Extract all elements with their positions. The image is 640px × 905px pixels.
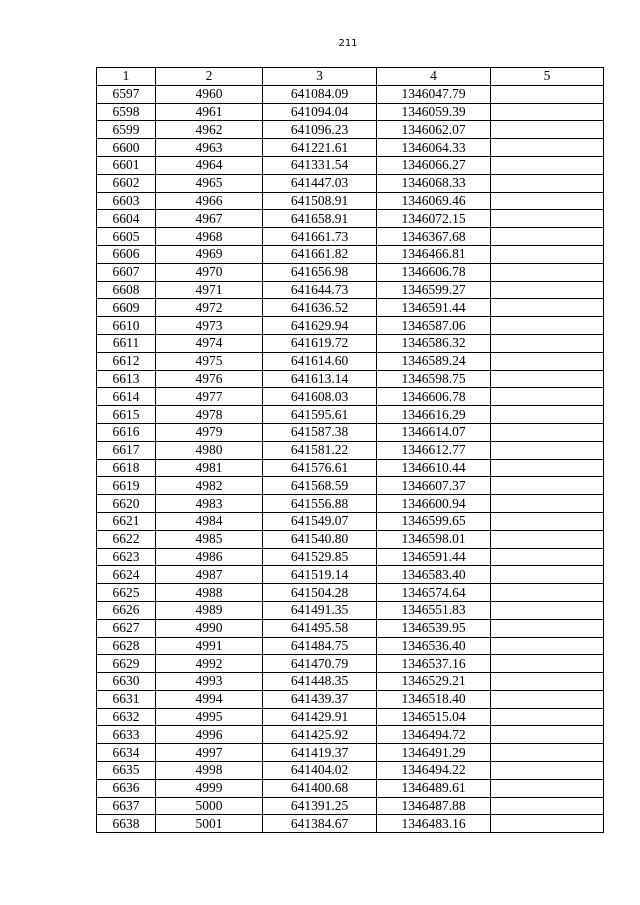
table-cell-col3: 641400.68 [263,779,377,797]
table-cell-col3: 641656.98 [263,263,377,281]
column-header-2: 2 [156,68,263,86]
table-row [97,512,604,530]
table-cell-col1: 6630 [97,673,156,691]
table-cell-col3: 641619.72 [263,334,377,352]
table-row [97,103,604,121]
table-cell-col4: 1346529.21 [377,673,491,691]
table-cell-col1: 6599 [97,121,156,139]
table-cell-col3: 641568.59 [263,477,377,495]
table-cell-col5 [491,441,604,459]
table-cell-col2: 4977 [156,388,263,406]
table-cell-col3: 641096.23 [263,121,377,139]
table-row [97,139,604,157]
table-cell-col5 [491,530,604,548]
table-cell-col1: 6621 [97,512,156,530]
table-cell-col5 [491,174,604,192]
table-cell-col3: 641661.73 [263,228,377,246]
table-cell-col4: 1346591.44 [377,299,491,317]
table-cell-col3: 641094.04 [263,103,377,121]
table-cell-col1: 6618 [97,459,156,477]
table-row [97,637,604,655]
table-cell-col4: 1346489.61 [377,779,491,797]
table-cell-col2: 4992 [156,655,263,673]
table-row [97,263,604,281]
table-cell-col1: 6611 [97,334,156,352]
table-cell-col3: 641556.88 [263,495,377,513]
table-cell-col2: 4976 [156,370,263,388]
table-row [97,423,604,441]
table-cell-col1: 6617 [97,441,156,459]
table-cell-col1: 6603 [97,192,156,210]
table-cell-col2: 4995 [156,708,263,726]
table-cell-col3: 641429.91 [263,708,377,726]
table-cell-col3: 641331.54 [263,156,377,174]
table-row [97,441,604,459]
table-cell-col3: 641448.35 [263,673,377,691]
table-cell-col1: 6632 [97,708,156,726]
table-row [97,352,604,370]
table-cell-col3: 641636.52 [263,299,377,317]
table-cell-col4: 1346616.29 [377,406,491,424]
table-cell-col1: 6598 [97,103,156,121]
table-cell-col1: 6628 [97,637,156,655]
table-row [97,673,604,691]
table-cell-col4: 1346591.44 [377,548,491,566]
table-cell-col1: 6637 [97,797,156,815]
table-cell-col4: 1346069.46 [377,192,491,210]
table-row [97,601,604,619]
table-cell-col5 [491,655,604,673]
table-cell-col2: 4960 [156,85,263,103]
table-cell-col2: 4971 [156,281,263,299]
table-cell-col1: 6633 [97,726,156,744]
table-cell-col3: 641658.91 [263,210,377,228]
table-cell-col1: 6635 [97,762,156,780]
table-row [97,334,604,352]
table-cell-col5 [491,566,604,584]
table-cell-col2: 4994 [156,690,263,708]
table-row [97,228,604,246]
table-cell-col2: 4997 [156,744,263,762]
table-cell-col2: 4982 [156,477,263,495]
coordinates-table [96,67,604,833]
column-header-1: 1 [97,68,156,86]
table-cell-col1: 6619 [97,477,156,495]
table-cell-col2: 4989 [156,601,263,619]
table-cell-col2: 4973 [156,317,263,335]
table-cell-col2: 4988 [156,584,263,602]
table-row [97,690,604,708]
table-header [97,68,604,86]
table-cell-col1: 6616 [97,423,156,441]
table-cell-col5 [491,619,604,637]
table-cell-col2: 4964 [156,156,263,174]
table-cell-col4: 1346606.78 [377,388,491,406]
table-cell-col4: 1346600.94 [377,495,491,513]
header-row [97,68,604,86]
table-cell-col1: 6626 [97,601,156,619]
table-row [97,299,604,317]
table-cell-col3: 641508.91 [263,192,377,210]
table-cell-col5 [491,263,604,281]
table-cell-col1: 6613 [97,370,156,388]
table-cell-col3: 641221.61 [263,139,377,157]
table-cell-col5 [491,779,604,797]
table-cell-col4: 1346610.44 [377,459,491,477]
table-cell-col4: 1346047.79 [377,85,491,103]
table-cell-col5 [491,762,604,780]
table-cell-col5 [491,334,604,352]
table-cell-col2: 4965 [156,174,263,192]
table-cell-col5 [491,388,604,406]
table-row [97,156,604,174]
table-cell-col2: 4961 [156,103,263,121]
table-cell-col2: 5000 [156,797,263,815]
table-cell-col2: 4969 [156,245,263,263]
table-cell-col5 [491,690,604,708]
table-cell-col5 [491,210,604,228]
table-cell-col2: 4985 [156,530,263,548]
table-cell-col3: 641644.73 [263,281,377,299]
table-row [97,174,604,192]
page-number: 211 [338,38,358,49]
table-cell-col1: 6615 [97,406,156,424]
table-cell-col1: 6627 [97,619,156,637]
table-row [97,477,604,495]
table-cell-col4: 1346367.68 [377,228,491,246]
table-cell-col3: 641391.25 [263,797,377,815]
table-cell-col3: 641495.58 [263,619,377,637]
table-cell-col4: 1346583.40 [377,566,491,584]
table-cell-col1: 6610 [97,317,156,335]
table-cell-col2: 4963 [156,139,263,157]
table-cell-col4: 1346536.40 [377,637,491,655]
table-cell-col3: 641425.92 [263,726,377,744]
table-cell-col4: 1346614.07 [377,423,491,441]
table-cell-col3: 641084.09 [263,85,377,103]
table-cell-col4: 1346537.16 [377,655,491,673]
table-cell-col3: 641614.60 [263,352,377,370]
table-cell-col2: 4975 [156,352,263,370]
table-cell-col1: 6636 [97,779,156,797]
table-row [97,762,604,780]
table-cell-col4: 1346068.33 [377,174,491,192]
table-cell-col2: 4998 [156,762,263,780]
table-cell-col4: 1346494.22 [377,762,491,780]
table-cell-col4: 1346599.27 [377,281,491,299]
table-cell-col5 [491,121,604,139]
table-cell-col5 [491,228,604,246]
table-cell-col3: 641549.07 [263,512,377,530]
table-row [97,317,604,335]
table-cell-col1: 6606 [97,245,156,263]
column-header-3: 3 [263,68,377,86]
table-cell-col5 [491,584,604,602]
table-cell-col3: 641595.61 [263,406,377,424]
table-row [97,245,604,263]
table-row [97,192,604,210]
table-cell-col3: 641404.02 [263,762,377,780]
table-cell-col1: 6634 [97,744,156,762]
table-cell-col2: 4986 [156,548,263,566]
table-row [97,388,604,406]
table-row [97,655,604,673]
table-cell-col5 [491,459,604,477]
table-cell-col2: 4980 [156,441,263,459]
table-cell-col5 [491,423,604,441]
table-cell-col3: 641661.82 [263,245,377,263]
table-cell-col1: 6608 [97,281,156,299]
column-header-4: 4 [377,68,491,86]
table-cell-col4: 1346487.88 [377,797,491,815]
table-cell-col3: 641529.85 [263,548,377,566]
table-cell-col4: 1346491.29 [377,744,491,762]
table-cell-col4: 1346059.39 [377,103,491,121]
table-cell-col2: 4984 [156,512,263,530]
table-row [97,815,604,833]
table-cell-col2: 4972 [156,299,263,317]
table-cell-col5 [491,512,604,530]
table-row [97,85,604,103]
table-cell-col1: 6622 [97,530,156,548]
table-cell-col5 [491,317,604,335]
table-cell-col1: 6620 [97,495,156,513]
table-row [97,619,604,637]
table-row [97,281,604,299]
table-cell-col1: 6629 [97,655,156,673]
table-cell-col5 [491,299,604,317]
table-cell-col4: 1346066.27 [377,156,491,174]
table-cell-col3: 641581.22 [263,441,377,459]
table-cell-col4: 1346072.15 [377,210,491,228]
table-cell-col5 [491,815,604,833]
table-row [97,797,604,815]
table-row [97,779,604,797]
table-row [97,530,604,548]
table-cell-col4: 1346062.07 [377,121,491,139]
table-cell-col4: 1346599.65 [377,512,491,530]
table-cell-col5 [491,477,604,495]
table-row [97,406,604,424]
table-cell-col4: 1346598.75 [377,370,491,388]
table-cell-col3: 641470.79 [263,655,377,673]
table-cell-col1: 6605 [97,228,156,246]
table-row [97,548,604,566]
table-cell-col1: 6638 [97,815,156,833]
table-cell-col1: 6612 [97,352,156,370]
table-row [97,495,604,513]
table-cell-col3: 641608.03 [263,388,377,406]
table-cell-col1: 6614 [97,388,156,406]
table-cell-col2: 4983 [156,495,263,513]
table-cell-col2: 4991 [156,637,263,655]
table-row [97,459,604,477]
table-cell-col2: 4974 [156,334,263,352]
table-cell-col5 [491,673,604,691]
table-body [97,85,604,832]
table-row [97,744,604,762]
table-cell-col5 [491,192,604,210]
table-cell-col2: 4981 [156,459,263,477]
table-cell-col2: 4967 [156,210,263,228]
table-cell-col4: 1346612.77 [377,441,491,459]
table-row [97,121,604,139]
table-cell-col5 [491,601,604,619]
table-cell-col4: 1346589.24 [377,352,491,370]
table-cell-col5 [491,156,604,174]
table-cell-col1: 6604 [97,210,156,228]
table-cell-col2: 4966 [156,192,263,210]
table-row [97,210,604,228]
table-cell-col5 [491,370,604,388]
table-cell-col3: 641629.94 [263,317,377,335]
table-cell-col2: 4999 [156,779,263,797]
table-cell-col4: 1346607.37 [377,477,491,495]
table-cell-col2: 5001 [156,815,263,833]
table-cell-col2: 4990 [156,619,263,637]
table-cell-col1: 6624 [97,566,156,584]
table-cell-col2: 4996 [156,726,263,744]
table-cell-col4: 1346606.78 [377,263,491,281]
table-cell-col3: 641519.14 [263,566,377,584]
table-cell-col3: 641439.37 [263,690,377,708]
table-cell-col3: 641384.67 [263,815,377,833]
table-cell-col1: 6601 [97,156,156,174]
table-cell-col3: 641419.37 [263,744,377,762]
table-cell-col4: 1346494.72 [377,726,491,744]
table-cell-col4: 1346483.16 [377,815,491,833]
table-cell-col1: 6631 [97,690,156,708]
table-cell-col3: 641587.38 [263,423,377,441]
column-header-5: 5 [491,68,604,86]
table-cell-col3: 641576.61 [263,459,377,477]
table-cell-col4: 1346574.64 [377,584,491,602]
table-cell-col1: 6597 [97,85,156,103]
table-cell-col2: 4978 [156,406,263,424]
table-cell-col2: 4993 [156,673,263,691]
table-cell-col4: 1346551.83 [377,601,491,619]
table-cell-col3: 641540.80 [263,530,377,548]
table-cell-col5 [491,281,604,299]
table-cell-col5 [491,548,604,566]
table-cell-col1: 6602 [97,174,156,192]
table-cell-col1: 6609 [97,299,156,317]
table-cell-col4: 1346539.95 [377,619,491,637]
table-cell-col4: 1346587.06 [377,317,491,335]
table-cell-col2: 4970 [156,263,263,281]
table-cell-col5 [491,245,604,263]
table-cell-col1: 6623 [97,548,156,566]
table-cell-col1: 6600 [97,139,156,157]
table-cell-col2: 4962 [156,121,263,139]
table-cell-col2: 4979 [156,423,263,441]
table-cell-col5 [491,139,604,157]
table-cell-col5 [491,726,604,744]
table-cell-col4: 1346586.32 [377,334,491,352]
table-cell-col4: 1346518.40 [377,690,491,708]
table-cell-col4: 1346064.33 [377,139,491,157]
table-cell-col1: 6607 [97,263,156,281]
table-cell-col1: 6625 [97,584,156,602]
table-cell-col3: 641504.28 [263,584,377,602]
table-cell-col5 [491,797,604,815]
table-row [97,566,604,584]
table-cell-col5 [491,495,604,513]
table-cell-col3: 641484.75 [263,637,377,655]
table-cell-col3: 641491.35 [263,601,377,619]
table-cell-col5 [491,406,604,424]
table-cell-col4: 1346598.01 [377,530,491,548]
table-cell-col5 [491,744,604,762]
table-cell-col4: 1346515.04 [377,708,491,726]
table-cell-col2: 4987 [156,566,263,584]
table-cell-col3: 641447.03 [263,174,377,192]
table-cell-col5 [491,352,604,370]
table-cell-col5 [491,637,604,655]
table-cell-col5 [491,103,604,121]
table-cell-col5 [491,708,604,726]
table-cell-col5 [491,85,604,103]
table-row [97,708,604,726]
table-row [97,370,604,388]
table-cell-col2: 4968 [156,228,263,246]
table-row [97,726,604,744]
table-row [97,584,604,602]
table-cell-col4: 1346466.81 [377,245,491,263]
table-cell-col3: 641613.14 [263,370,377,388]
